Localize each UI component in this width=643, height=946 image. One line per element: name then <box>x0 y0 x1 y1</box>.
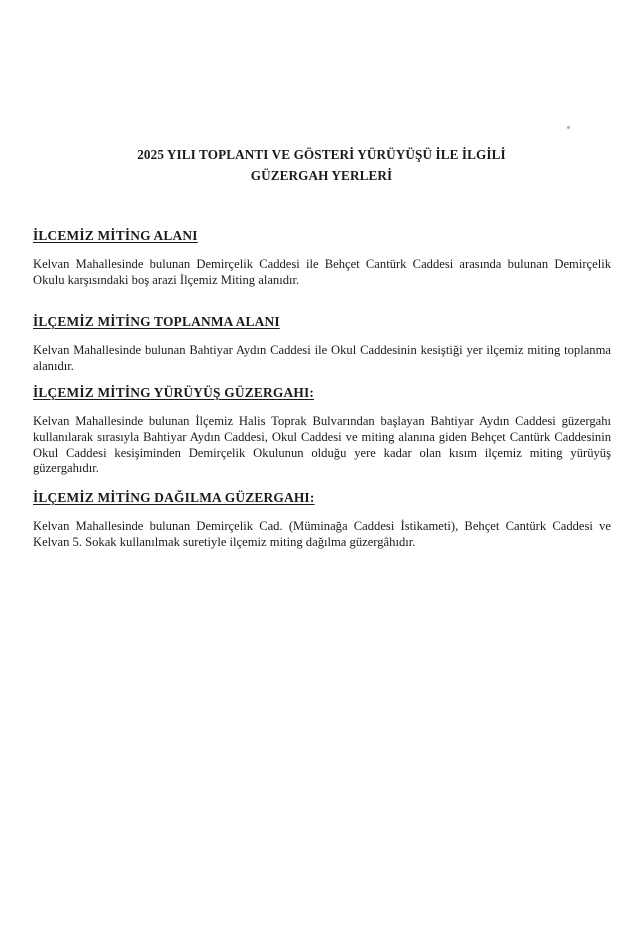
section-heading: İLÇEMİZ MİTİNG YÜRÜYÜŞ GÜZERGAHI: <box>33 385 315 400</box>
section-body: Kelvan Mahallesinde bulunan Bahtiyar Aydın Caddesi ile Okul Caddesinin kesiştiği yer ilçemiz miting toplanma alanıdır. <box>33 343 611 373</box>
section-heading: İLCEMİZ MİTİNG ALANI <box>33 228 198 243</box>
section-toplanma-alani <box>33 314 611 374</box>
section-yuruyus-guzergahi <box>33 385 611 477</box>
section-miting-alani <box>33 228 611 288</box>
document-title-line-2: GÜZERGAH YERLERİ <box>250 168 393 183</box>
section-body: Kelvan Mahallesinde bulunan Demirçelik Caddesi ile Behçet Cantürk Caddesi arasında bulunan Demirçelik Okulu karşısındaki boş arazi İlçemiz Miting alanıdır. <box>33 257 611 287</box>
section-dagilma-guzergahi <box>33 490 611 550</box>
section-heading: İLÇEMİZ MİTİNG DAĞILMA GÜZERGAHI: <box>33 490 315 505</box>
section-body: Kelvan Mahallesinde bulunan Demirçelik Cad. (Müminağa Caddesi İstikameti), Behçet Cantürk Caddesi ve Kelvan 5. Sokak kullanılmak suretiyle ilçemiz miting dağılma güzergâhıdır. <box>33 519 611 549</box>
document-title-line-1: 2025 YILI TOPLANTI VE GÖSTERİ YÜRÜYÜŞÜ İLE İLGİLİ <box>137 147 506 162</box>
section-body: Kelvan Mahallesinde bulunan İlçemiz Halis Toprak Bulvarından başlayan Bahtiyar Aydın Caddesi güzergahı kullanılarak sırasıyla Bahtiyar Aydın Caddesi, Okul Caddesi ve miting alanına giden Behçet Cantürk Caddesinin Okul Caddesi kesişiminden Demirçelik Okulunun olduğu yere kadar olan kısım ilçemiz miting yürüyüş güzergahıdır. <box>33 414 611 476</box>
section-heading: İLÇEMİZ MİTİNG TOPLANMA ALANI <box>33 314 280 329</box>
scan-speck <box>567 126 570 129</box>
